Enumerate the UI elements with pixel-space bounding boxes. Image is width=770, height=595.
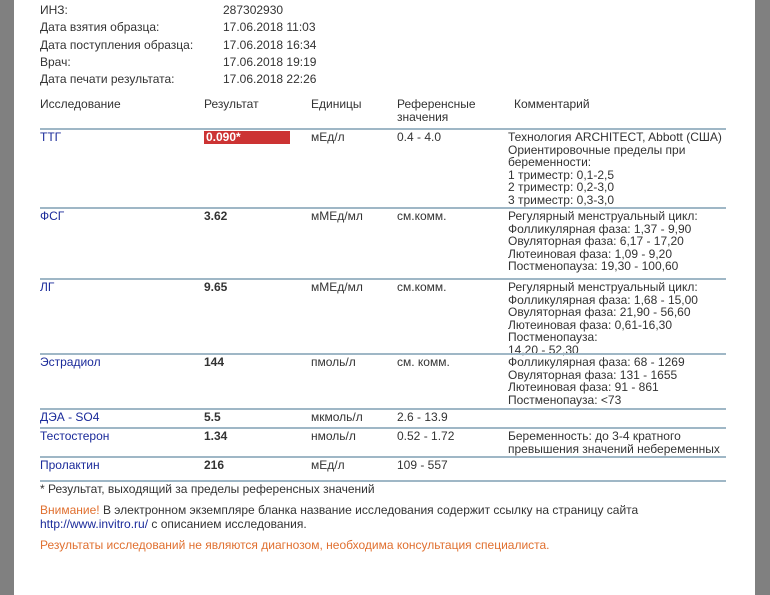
units: мЕд/л [311, 130, 345, 144]
table-row [40, 278, 726, 357]
result-value: 1.34 [204, 429, 228, 443]
info-value: 287302930 [223, 3, 284, 17]
test-name-link[interactable]: Тестостерон [40, 429, 110, 443]
table-row [40, 456, 726, 482]
test-name-link[interactable]: ТТГ [40, 130, 62, 144]
info-label: Дата поступления образца: [40, 37, 194, 52]
test-name-link[interactable]: Пролактин [40, 458, 100, 472]
header-reference: Референсные значения [397, 97, 476, 124]
units: мкмоль/л [311, 410, 363, 424]
units: нмоль/л [311, 429, 356, 443]
disclaimer: Результаты исследований не являются диагнозом, необходима консультация специалиста. [40, 538, 550, 552]
info-row [40, 2, 316, 19]
comment: Беременность: до 3-4 кратного превышения значений небеременных [508, 429, 720, 456]
attention-label: Внимание! [40, 503, 100, 517]
result-value: 216 [204, 458, 225, 472]
reference-range: 0.4 - 4.0 [397, 130, 442, 144]
info-label: Врач: [40, 54, 71, 69]
test-name-link[interactable]: ФСГ [40, 209, 65, 223]
info-value: 17.06.2018 19:19 [223, 54, 317, 69]
info-row [40, 19, 316, 36]
invitro-link[interactable]: http://www.invitro.ru/ [40, 517, 149, 531]
info-row [40, 54, 316, 71]
result-value: 144 [204, 355, 225, 369]
results-table [40, 128, 740, 482]
reference-range: см. комм. [397, 355, 450, 369]
table-row [40, 427, 726, 456]
comment: Регулярный менструальный цикл: Фолликулярная фаза: 1,37 - 9,90 Овуляторная фаза: 6,17 - 17,20 Лютеиновая фаза: 1,09 - 9,20 Постменопауза: 19,30 - 100,60 [508, 209, 698, 274]
comment: Технология ARCHITECT, Abbott (США) Ориентировочные пределы при беременности: 1 триместр: 0,1-2,5 2 триместр: 0,2-3,0 3 триместр: 0,3-3,0 [508, 130, 722, 207]
reference-range: см.комм. [397, 209, 447, 223]
reference-range: 109 - 557 [397, 458, 448, 472]
info-label: ИНЗ: [40, 3, 68, 17]
units: мМЕд/мл [311, 209, 363, 223]
header-units: Единицы [311, 97, 362, 111]
table-row [40, 207, 726, 278]
table-row [40, 408, 726, 427]
lab-report-page [14, 0, 755, 595]
header-result: Результат [204, 97, 259, 111]
test-name-link[interactable]: Эстрадиол [40, 355, 101, 369]
info-label: Дата взятия образца: [40, 20, 160, 35]
header-test: Исследование [40, 97, 121, 111]
table-row [40, 128, 726, 207]
reference-range: 0.52 - 1.72 [397, 429, 455, 443]
info-value: 17.06.2018 11:03 [223, 20, 316, 35]
test-name-link[interactable]: ДЭА - SO4 [40, 410, 100, 424]
table-row [40, 353, 726, 408]
info-value: 17.06.2018 22:26 [223, 72, 317, 87]
comment: Фолликулярная фаза: 68 - 1269 Овуляторная фаза: 131 - 1655 Лютеиновая фаза: 91 - 861 Постменопауза: <73 [508, 355, 685, 407]
units: пмоль/л [311, 355, 356, 369]
info-value: 17.06.2018 16:34 [223, 37, 317, 52]
result-value: 9.65 [204, 280, 228, 294]
units: мМЕд/мл [311, 280, 363, 294]
info-row [40, 37, 316, 54]
units: мЕд/л [311, 458, 345, 472]
test-name-link[interactable]: ЛГ [40, 280, 55, 294]
footnote: * Результат, выходящий за пределы референсных значений [40, 482, 375, 496]
attention-text: В электронном экземпляре бланка название исследования содержит ссылку на страницу сайта [99, 503, 639, 517]
info-label: Дата печати результата: [40, 72, 175, 87]
comment: Регулярный менструальный цикл: Фолликулярная фаза: 1,68 - 15,00 Овуляторная фаза: 21,90 - 56,60 Лютеиновая фаза: 0,61-16,30 Постменопауза: 14,20 - 52,30 [508, 280, 698, 357]
result-value: 3.62 [204, 209, 228, 223]
result-value: 0.090* [204, 131, 290, 144]
sample-info [40, 2, 316, 88]
link-suffix: с описанием исследования. [148, 517, 307, 531]
result-value: 5.5 [204, 410, 221, 424]
reference-range: 2.6 - 13.9 [397, 410, 448, 424]
reference-range: см.комм. [397, 280, 447, 294]
table-header [40, 98, 726, 128]
header-comment: Комментарий [514, 97, 590, 111]
attention-note [40, 503, 638, 531]
info-row [40, 71, 316, 88]
